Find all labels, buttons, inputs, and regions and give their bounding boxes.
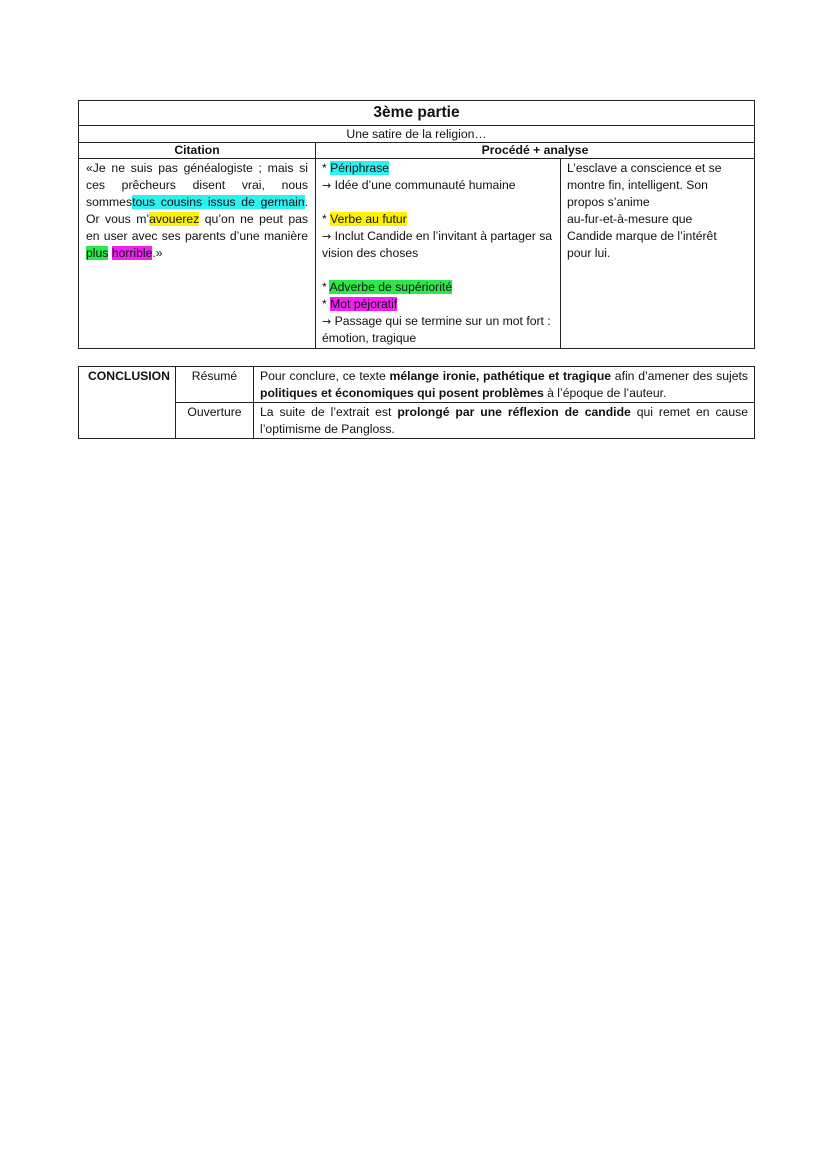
citation-text: qu’on ne peut pas en user avec ses parents d’une manière <box>86 212 308 243</box>
bullet-star: * <box>322 212 331 226</box>
bullet-star: * <box>322 161 331 175</box>
citation-text: «Je ne suis pas généalogiste ; mais si ces prêcheurs disent vrai, nous sommes <box>86 161 308 209</box>
commentary-line: propos s’anime <box>567 195 650 209</box>
commentary-line: au-fur-et-à-mesure que <box>567 212 693 226</box>
resume-part: afin d’amener des sujets <box>611 369 748 383</box>
resume-text <box>254 367 755 403</box>
resume-bold: politiques et économiques qui posent problèmes <box>260 386 544 400</box>
ouverture-label: Ouverture <box>176 403 254 439</box>
citation-text: . Or vous m’ <box>86 195 308 226</box>
procede-label: Adverbe de supériorité <box>329 280 453 294</box>
commentary-line: L’esclave a conscience et se <box>567 161 722 175</box>
resume-bold: mélange ironie, pathétique et tragique <box>389 369 612 383</box>
procede-text: Idée d’une communauté humaine <box>331 178 516 192</box>
ouverture-text <box>254 403 755 439</box>
procede-item <box>322 279 554 296</box>
ouverture-part: qui remet en cause l’optimisme de Pangloss. <box>260 405 748 436</box>
resume-part: Pour conclure, ce texte <box>260 369 390 383</box>
bullet-star: * <box>322 280 330 294</box>
commentary-line: Candide marque de l’intérêt <box>567 229 717 243</box>
arrow-right-icon: → <box>322 179 332 192</box>
procede-analysis <box>322 313 554 347</box>
part-subtitle: Une satire de la religion… <box>79 126 755 143</box>
commentary-line: montre fin, intelligent. Son <box>567 178 708 192</box>
procede-item <box>322 160 554 177</box>
commentary-cell <box>561 159 755 349</box>
procede-label: Verbe au futur <box>330 212 407 226</box>
procede-label: Périphrase <box>330 161 390 175</box>
resume-part: à l’époque de l’auteur. <box>543 386 667 400</box>
procede-label: Mot péjoratif <box>330 297 398 311</box>
arrow-right-icon: → <box>322 230 332 243</box>
commentary-line: pour lui. <box>567 246 611 260</box>
procede-item <box>322 211 554 228</box>
analysis-table <box>78 100 755 349</box>
bullet-star: * <box>322 297 331 311</box>
procede-text: Passage qui se termine sur un mot fort : émotion, tragique <box>322 314 551 345</box>
resume-label: Résumé <box>176 367 254 403</box>
highlight-adverbe: plus <box>86 246 109 260</box>
header-procede: Procédé + analyse <box>316 143 755 159</box>
arrow-right-icon: → <box>322 315 332 328</box>
highlight-periphrase: tous cousins issus de germain <box>132 195 305 209</box>
citation-text: .» <box>152 246 163 260</box>
conclusion-table <box>78 366 755 439</box>
conclusion-label: CONCLUSION <box>79 367 176 439</box>
procede-analysis <box>322 228 554 262</box>
highlight-futur: avouerez <box>149 212 200 226</box>
procede-analysis <box>322 177 554 194</box>
procede-text: Inclut Candide en l’invitant à partager sa vision des choses <box>322 229 553 260</box>
ouverture-part: La suite de l’extrait est <box>260 405 398 419</box>
procede-item <box>322 296 554 313</box>
part-title: 3ème partie <box>79 101 755 126</box>
header-citation: Citation <box>79 143 316 159</box>
ouverture-bold: prolongé par une réflexion de candide <box>397 405 631 419</box>
procede-cell <box>316 159 561 349</box>
document-page <box>78 100 754 439</box>
highlight-pejoratif: horrible <box>111 246 153 260</box>
citation-cell <box>79 159 316 349</box>
